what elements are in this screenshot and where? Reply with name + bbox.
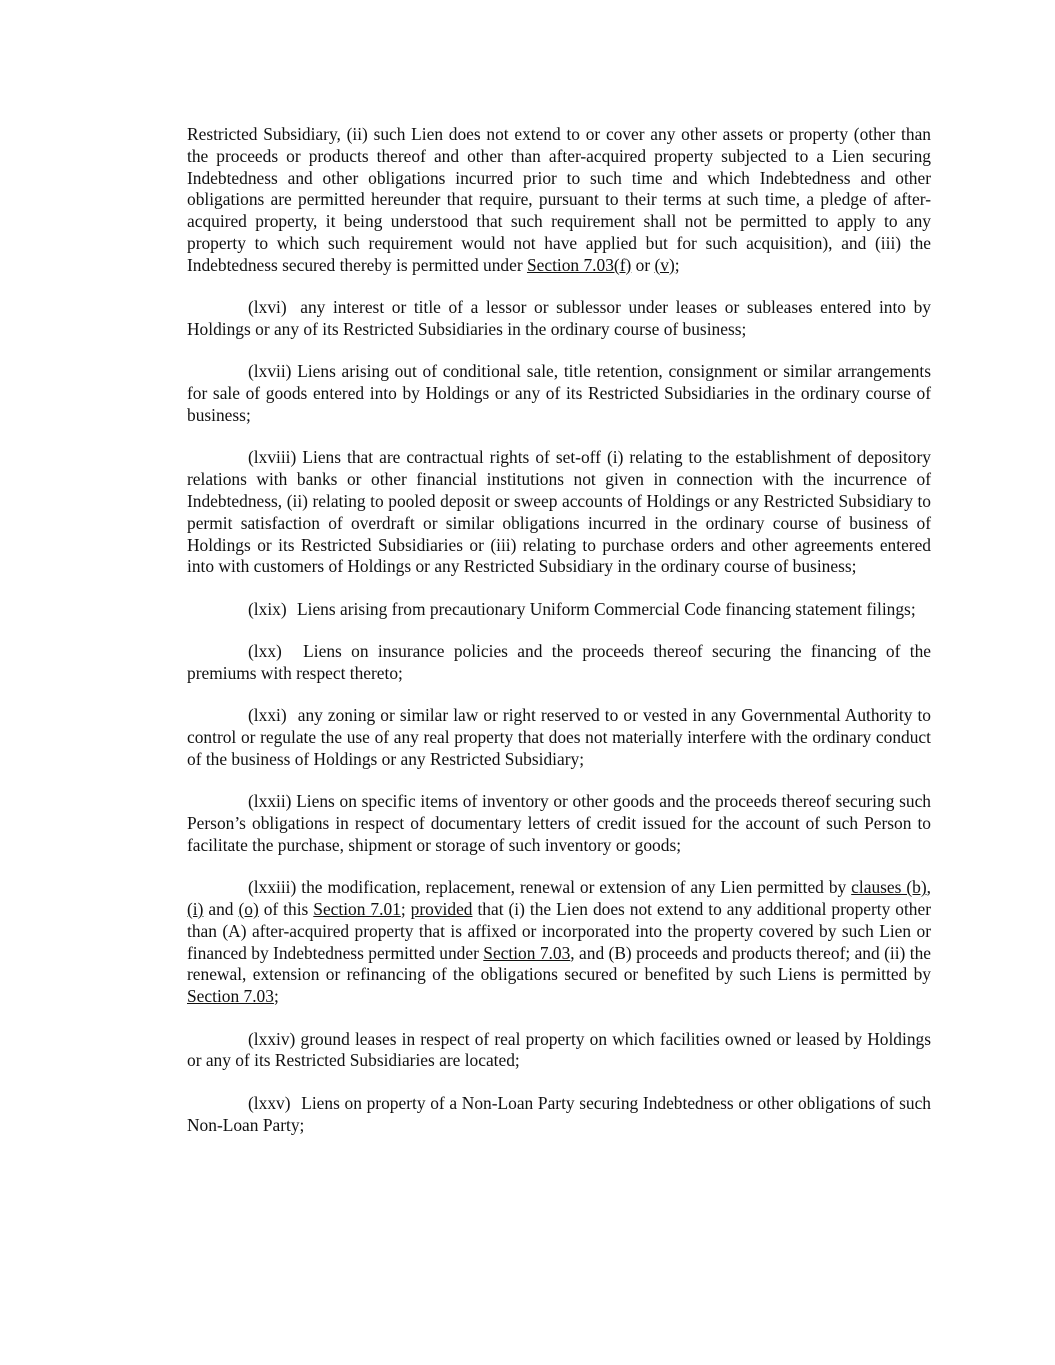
clause-text: of this	[258, 899, 314, 920]
clause-lxxi	[187, 705, 931, 770]
proviso-term: provided	[410, 899, 473, 920]
clause-text: , and (B) proceeds and products thereof; and (ii) the renewal, extension or refinancing of the obligations secured or benefited by such Liens is permitted by	[187, 942, 931, 985]
clause-lxxiv	[187, 1029, 931, 1073]
paragraph-text: or	[631, 254, 655, 275]
clause-lxxv	[187, 1093, 931, 1137]
clause-lxx	[187, 641, 931, 685]
section-reference: Section 7.03	[187, 986, 274, 1007]
clause-number: (lxvi)	[248, 297, 287, 318]
section-reference: Section 7.03	[483, 942, 571, 963]
document-page	[187, 124, 931, 1157]
clause-number: (lxxiii)	[248, 877, 297, 898]
clause-reference: (i)	[187, 899, 204, 920]
clause-text: and	[203, 899, 239, 920]
clause-text: Liens on specific items of inventory or other goods and the proceeds thereof securing such Person’s obligations in respect of documentary letters of credit issued for the account of such Person to facilitate the purchase, shipment or storage of such inventory or goods;	[187, 791, 931, 855]
clause-lxix	[187, 599, 931, 621]
clause-reference: (v)	[654, 254, 675, 275]
clause-text: any interest or title of a lessor or sublessor under leases or subleases entered into by Holdings or any of its Restricted Subsidiaries in the ordinary course of business;	[187, 297, 931, 339]
clause-lxxii	[187, 791, 931, 856]
clause-number: (lxxii)	[248, 791, 292, 812]
clause-text: Liens arising from precautionary Uniform Commercial Code financing statement filings;	[297, 598, 916, 619]
clause-text: ;	[273, 986, 279, 1007]
clause-reference: clauses (b)	[851, 877, 927, 898]
paragraph-text: Restricted Subsidiary, (ii) such Lien does not extend to or cover any other assets or property (other than the proceeds or products thereof and other than after-acquired property subjected to a Lien securing Indebtedness and other obligations incurred prior to such time and which Indebtedness and other obligations are permitted hereunder that require, pursuant to their terms at such time, a pledge of after-acquired property, it being understood that such requirement shall not be permitted to apply to any property to which such requirement would not have applied but for such acquisition), and (iii) the Indebtedness secured thereby is permitted under	[187, 124, 931, 275]
clause-text: ,	[926, 877, 931, 898]
clause-number: (lxxiv)	[248, 1028, 296, 1049]
clause-text: Liens on insurance policies and the proceeds thereof securing the financing of the premiums with respect thereto;	[187, 641, 931, 683]
clause-text: Liens arising out of conditional sale, title retention, consignment or similar arrangements for sale of goods entered into by Holdings or any of its Restricted Subsidiaries in the ordinary course of business;	[187, 361, 931, 425]
clause-number: (lxx)	[248, 641, 282, 662]
clause-text: ground leases in respect of real property on which facilities owned or leased by Holdings or any of its Restricted Subsidiaries are located;	[187, 1028, 931, 1071]
clause-lxvi	[187, 297, 931, 341]
clause-text: Liens that are contractual rights of set-off (i) relating to the establishment of depository relations with banks or other financial institutions not given in connection with the incurrence of Indebtedness, (ii) relating to pooled deposit or sweep accounts of Holdings or any Restricted Subsidiary to permit satisfaction of overdraft or similar obligations incurred in the ordinary course of business of Holdings or its Restricted Subsidiaries or (iii) relating to purchase orders and other agreements entered into with customers of Holdings or any Restricted Subsidiary in the ordinary course of business;	[187, 447, 931, 577]
clause-number: (lxxi)	[248, 705, 287, 726]
section-reference: Section 7.01	[313, 899, 401, 920]
section-reference: Section 7.03(f)	[526, 254, 632, 275]
clause-lxviii	[187, 447, 931, 578]
clause-text: Liens on property of a Non-Loan Party securing Indebtedness or other obligations of such Non-Loan Party;	[187, 1092, 931, 1135]
clause-reference: (o)	[238, 899, 259, 920]
clause-lxxiii	[187, 877, 931, 1008]
clause-text: the modification, replacement, renewal or extension of any Lien permitted by	[301, 877, 852, 898]
clause-number: (lxix)	[248, 598, 287, 619]
clause-text: ;	[400, 899, 411, 920]
clause-number: (lxvii)	[248, 361, 292, 382]
clause-number: (lxviii)	[248, 447, 297, 468]
clause-text: that (i) the Lien does not extend to any additional property other than (A) after-acquired property that is affixed or incorporated into the property covered by such Lien or financed by Indebtedness permitted under	[187, 899, 932, 963]
clause-text: any zoning or similar law or right reserved to or vested in any Governmental Authority to control or regulate the use of any real property that does not materially interfere with the ordinary conduct of the business of Holdings or any Restricted Subsidiary;	[187, 705, 932, 769]
paragraph-continuation	[187, 124, 931, 277]
clause-number: (lxxv)	[248, 1092, 291, 1113]
clause-lxvii	[187, 361, 931, 426]
paragraph-text: ;	[674, 254, 680, 275]
